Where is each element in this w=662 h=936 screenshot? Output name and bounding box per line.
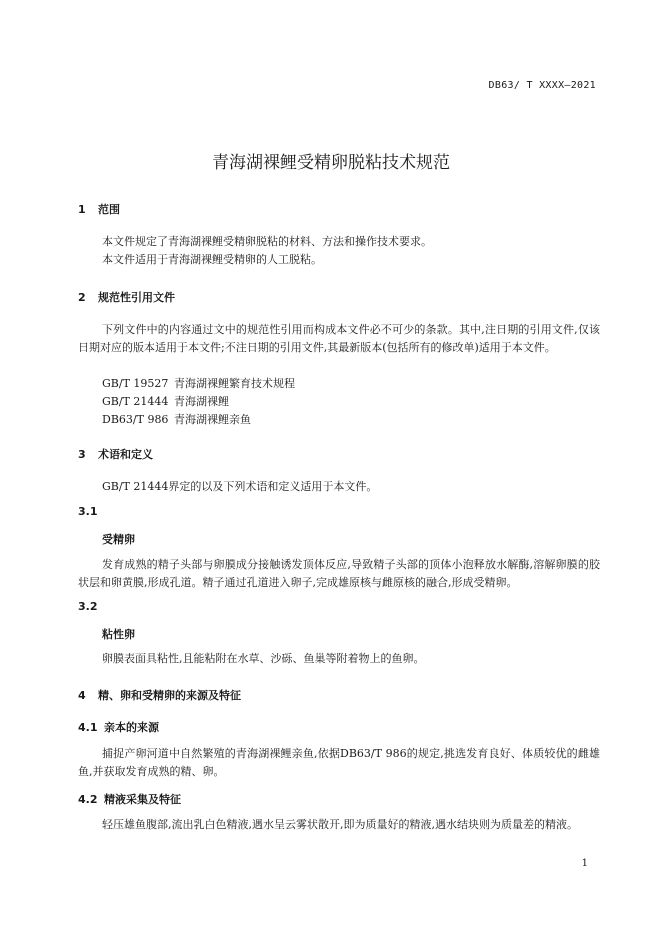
section-title: 术语和定义: [98, 448, 153, 461]
section-title: 范围: [98, 203, 120, 216]
section-number: 2: [78, 291, 86, 304]
reference-title: 青海湖裸鲤亲鱼: [174, 413, 251, 426]
reference-item: [102, 411, 251, 427]
page-number: 1: [581, 858, 588, 869]
reference-code: GB/T 19527: [102, 377, 169, 390]
section-number: 4: [78, 689, 86, 702]
section-1-heading: [78, 201, 120, 217]
subsection-4-2-heading: [78, 791, 181, 807]
subsection-title: 精液采集及特征: [104, 793, 181, 806]
term-definition: 卵膜表面具粘性,且能粘附在水草、沙砾、鱼巢等附着物上的鱼卵。: [102, 652, 425, 665]
section-number: 1: [78, 203, 86, 216]
term-name: 受精卵: [102, 533, 135, 546]
reference-item: [102, 393, 229, 409]
references-intro: 下列文件中的内容通过文中的规范性引用而构成本文件必不可少的条款。其中,注日期的引用文件,仅该日期对应的版本适用于本文件;不注日期的引用文件,其最新版本(包括所有的修改单)适用于本文件。: [78, 323, 600, 354]
section-4-heading: [78, 687, 241, 703]
section-number: 3: [78, 448, 86, 461]
reference-title: 青海湖裸鲤: [174, 395, 229, 408]
term-number: 3.1: [78, 505, 98, 518]
reference-title: 青海湖裸鲤繁育技术规程: [174, 377, 295, 390]
section-title: 规范性引用文件: [98, 291, 175, 304]
section-3-heading: [78, 446, 153, 462]
term-name: 粘性卵: [102, 628, 135, 641]
scope-paragraph: 本文件规定了青海湖裸鲤受精卵脱粘的材料、方法和操作技术要求。: [102, 235, 432, 248]
reference-code: GB/T 21444: [102, 395, 169, 408]
standard-number: DB63/ T XXXX—2021: [488, 80, 596, 91]
reference-item: [102, 375, 295, 391]
term-definition: 发育成熟的精子头部与卵膜成分接触诱发顶体反应,导致精子头部的顶体小泡释放水解酶,溶解卵膜的胶状层和卵黄膜,形成孔道。精子通过孔道进入卵子,完成雄原核与雌原核的融合,形成受精卵。: [78, 558, 600, 589]
section-title: 精、卵和受精卵的来源及特征: [98, 689, 241, 702]
term-number: 3.2: [78, 600, 98, 613]
subsection-number: 4.1: [78, 721, 98, 734]
terms-intro: GB/T 21444界定的以及下列术语和定义适用于本文件。: [102, 480, 378, 493]
subsection-paragraph: 轻压雄鱼腹部,流出乳白色精液,遇水呈云雾状散开,即为质量好的精液,遇水结块则为质量差的精液。: [102, 818, 578, 831]
document-title: 青海湖裸鲤受精卵脱粘技术规范: [212, 153, 450, 173]
subsection-paragraph: 捕捉产卵河道中自然繁殖的青海湖裸鲤亲鱼,依据DB63/T 986的规定,挑选发育良好、体质较优的雌雄鱼,并获取发育成熟的精、卵。: [78, 747, 600, 778]
subsection-number: 4.2: [78, 793, 98, 806]
scope-paragraph: 本文件适用于青海湖裸鲤受精卵的人工脱粘。: [102, 253, 322, 266]
subsection-title: 亲本的来源: [104, 721, 159, 734]
subsection-4-1-heading: [78, 719, 159, 735]
reference-code: DB63/T 986: [102, 413, 169, 426]
section-2-heading: [78, 289, 175, 305]
